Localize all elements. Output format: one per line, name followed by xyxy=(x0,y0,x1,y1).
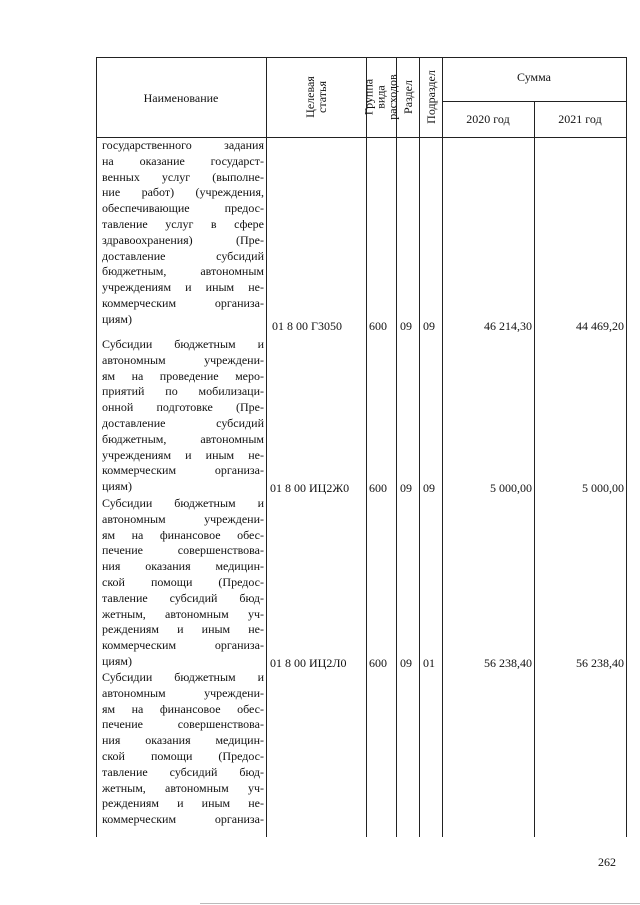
row-1-name-line: бюджетным, автономным xyxy=(102,264,264,279)
row-3-name-line: циям) xyxy=(102,653,132,668)
row-1-name-line: ние работ) (учреждения, xyxy=(102,185,264,200)
header-subsection: Подраздел xyxy=(423,70,438,124)
header-section: Раздел xyxy=(400,80,415,114)
row-1-section: 09 xyxy=(400,319,412,333)
row-2-name-line: учреждениям и иным не- xyxy=(102,447,264,462)
col-line-group xyxy=(366,57,367,837)
row-3-subsection: 01 xyxy=(423,656,435,670)
row-3-name xyxy=(102,496,264,670)
row-2-section: 09 xyxy=(400,481,412,495)
col-line-year xyxy=(534,101,535,837)
row-1-sum-2020: 46 214,30 xyxy=(484,319,532,333)
row-4-name-line: жетным, автономным уч- xyxy=(102,780,264,795)
row-1-name xyxy=(102,138,264,328)
row-2-name xyxy=(102,337,264,495)
row-4-name-line: ния оказания медицин- xyxy=(102,733,264,748)
row-1-group: 600 xyxy=(369,319,387,333)
row-3-name-line: тавление субсидий бюд- xyxy=(102,590,264,605)
row-2-subsection: 09 xyxy=(423,481,435,495)
col-line-subsection xyxy=(419,57,420,837)
row-1-name-line: коммерческим организа- xyxy=(102,295,264,310)
row-1-name-line: циям) xyxy=(102,311,132,326)
row-1-sum-2021: 44 469,20 xyxy=(576,319,624,333)
row-2-name-line: Субсидии бюджетным и xyxy=(102,337,264,351)
row-2-name-line: автономным учреждени- xyxy=(102,352,264,367)
row-3-name-line: Субсидии бюджетным и xyxy=(102,496,264,510)
row-3-name-line: ям на финансовое обес- xyxy=(102,527,264,542)
row-2-name-line: приятий по мобилизаци- xyxy=(102,384,264,399)
header-group: Группа вида расходов xyxy=(362,74,400,120)
row-3-target: 01 8 00 ИЦ2Л0 xyxy=(270,656,347,670)
row-3-name-line: ской помощи (Предос- xyxy=(102,574,264,589)
row-1-name-line: государственного задания xyxy=(102,138,264,152)
row-1-name-line: здравоохранения) (Пре- xyxy=(102,232,264,247)
row-4-name-line: автономным учреждени- xyxy=(102,685,264,700)
row-4-name-line: ям на финансовое обес- xyxy=(102,701,264,716)
row-3-section: 09 xyxy=(400,656,412,670)
row-3-sum-2021: 56 238,40 xyxy=(576,656,624,670)
row-3-group: 600 xyxy=(369,656,387,670)
col-line-target xyxy=(266,57,267,837)
col-line-sum xyxy=(442,57,443,837)
header-target: Целевая статья xyxy=(303,76,329,118)
row-1-name-line: обеспечивающие предос- xyxy=(102,201,264,216)
row-4-name-line: Субсидии бюджетным и xyxy=(102,670,264,684)
header-year-2021: 2021 год xyxy=(558,112,602,126)
row-2-name-line: доставление субсидий xyxy=(102,415,264,430)
col-line-left xyxy=(96,57,97,837)
row-2-name-line: онной подготовке (Пре- xyxy=(102,400,264,415)
row-1-name-line: тавление услуг в сфере xyxy=(102,216,264,231)
row-3-name-line: печение совершенствова- xyxy=(102,543,264,558)
row-1-subsection: 09 xyxy=(423,319,435,333)
row-2-target: 01 8 00 ИЦ2Ж0 xyxy=(270,481,350,495)
row-2-sum-2021: 5 000,00 xyxy=(582,481,624,495)
header-sum: Сумма xyxy=(517,70,551,84)
col-line-section xyxy=(396,57,397,837)
row-4-name xyxy=(102,670,264,828)
row-3-name-line: реждениям и иным не- xyxy=(102,622,264,637)
row-4-name-line: коммерческим организа- xyxy=(102,812,264,827)
row-2-name-line: ям на проведение меро- xyxy=(102,368,264,383)
row-1-target: 01 8 00 Г3050 xyxy=(272,319,342,333)
row-1-name-line: венных услуг (выполне- xyxy=(102,169,264,184)
row-2-group: 600 xyxy=(369,481,387,495)
scan-edge-rule xyxy=(200,903,640,904)
row-4-name-line: печение совершенствова- xyxy=(102,717,264,732)
header-year-2020: 2020 год xyxy=(466,112,510,126)
row-4-name-line: ской помощи (Предос- xyxy=(102,748,264,763)
header-name: Наименование xyxy=(143,91,219,105)
page-number: 262 xyxy=(598,855,616,869)
row-2-name-line: коммерческим организа- xyxy=(102,463,264,478)
row-3-sum-2020: 56 238,40 xyxy=(484,656,532,670)
col-line-right xyxy=(626,57,627,837)
row-3-name-line: автономным учреждени- xyxy=(102,511,264,526)
row-4-name-line: реждениям и иным не- xyxy=(102,796,264,811)
row-1-name-line: учреждениям и иным не- xyxy=(102,280,264,295)
row-2-name-line: циям) xyxy=(102,479,132,494)
row-2-name-line: бюджетным, автономным xyxy=(102,431,264,446)
row-1-name-line: на оказание государст- xyxy=(102,153,264,168)
row-3-name-line: ния оказания медицин- xyxy=(102,559,264,574)
row-3-name-line: коммерческим организа- xyxy=(102,638,264,653)
row-1-name-line: доставление субсидий xyxy=(102,248,264,263)
row-3-name-line: жетным, автономным уч- xyxy=(102,606,264,621)
row-2-sum-2020: 5 000,00 xyxy=(490,481,532,495)
row-4-name-line: тавление субсидий бюд- xyxy=(102,764,264,779)
